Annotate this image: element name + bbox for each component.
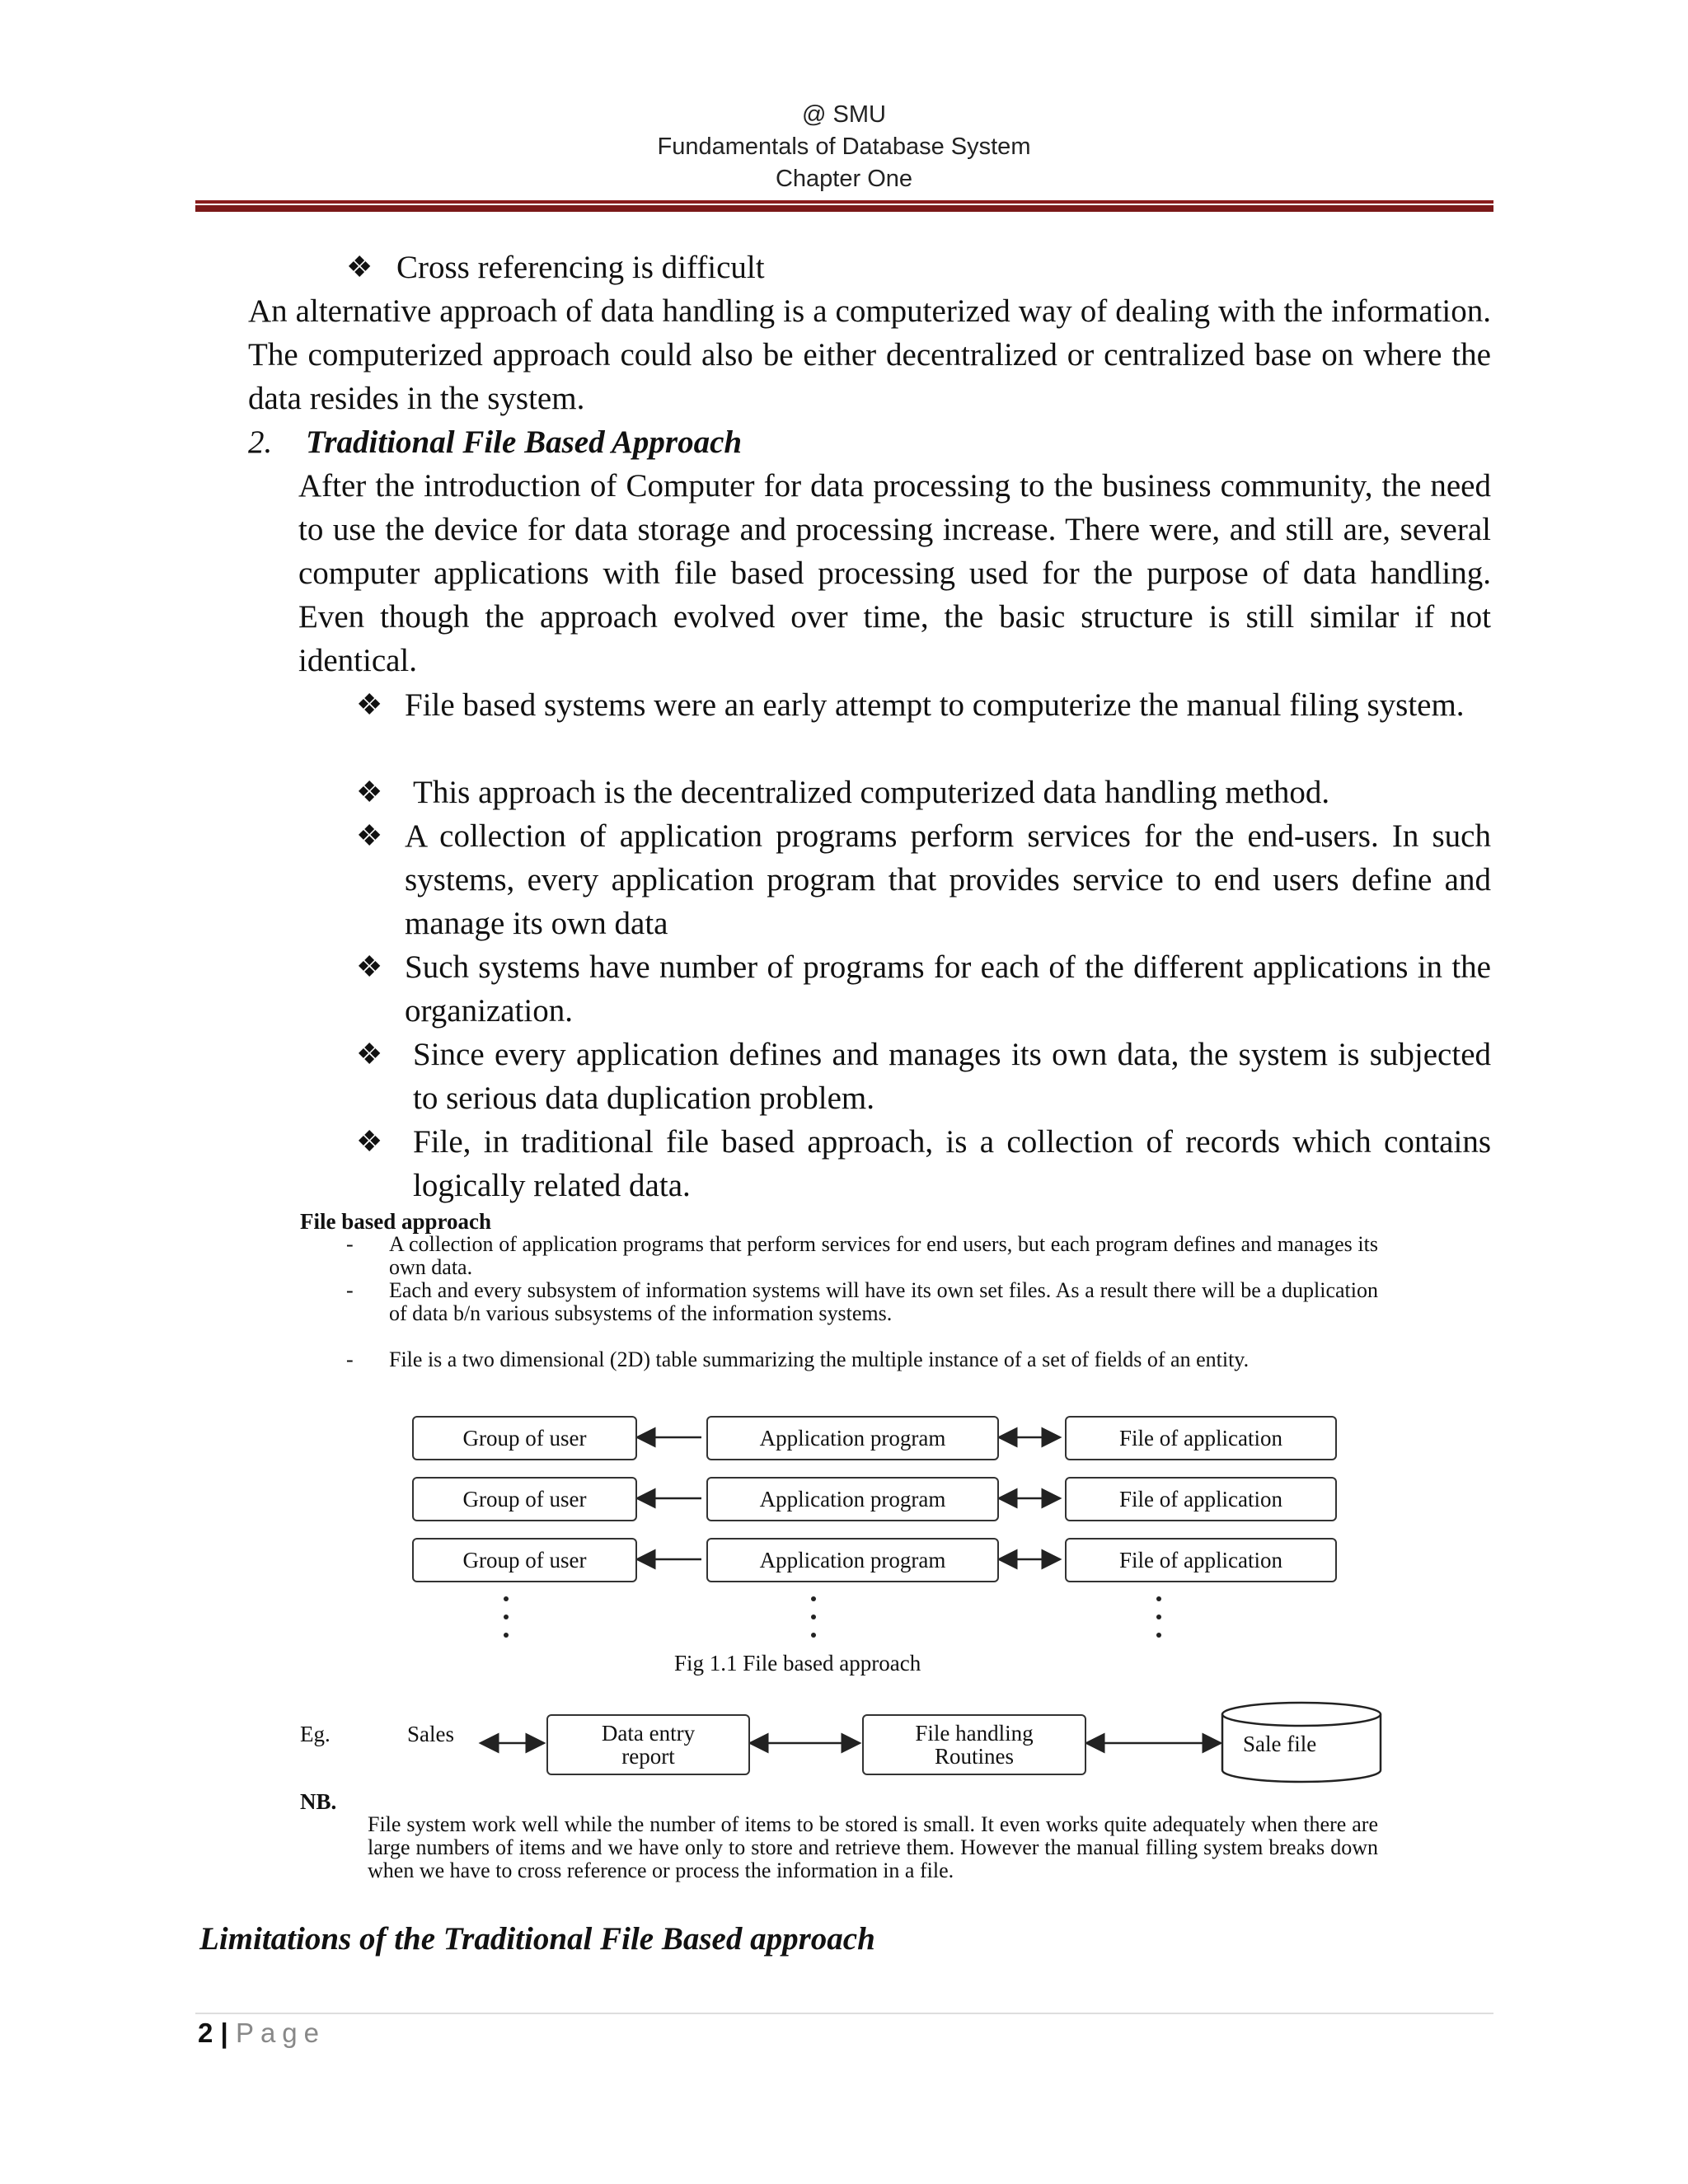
dash-bullet: -	[346, 1232, 354, 1256]
figure-point: Each and every subsystem of information systems will have its own set files. As a result there will be a duplication of data b/n various subsystems of the information systems.	[389, 1278, 1378, 1325]
application-program-box: Application program	[706, 1538, 999, 1582]
page-number: 2	[198, 2018, 213, 2048]
diamond-bullet-icon: ❖	[356, 688, 383, 721]
header-chapter: Chapter One	[775, 166, 913, 192]
group-of-user-box: Group of user	[412, 1477, 637, 1521]
dash-bullet: -	[346, 1347, 354, 1371]
continuation-dots	[504, 1596, 1161, 1638]
subheading-limitations: Limitations of the Traditional File Based approach	[199, 1921, 875, 1957]
nb-text: File system work well while the number of items to be stored is small. It even works quite adequately when there are large numbers of items and we have only to store and retrieve them. However the manual filling system breaks down when we have to cross reference or process the information in a file.	[368, 1812, 1378, 1882]
header-institution: @ SMU	[802, 101, 886, 128]
box-line: Routines	[934, 1744, 1014, 1769]
figure-point: File is a two dimensional (2D) table summarizing the multiple instance of a set of fields of an entity.	[389, 1347, 1250, 1371]
figure-caption: Fig 1.1 File based approach	[674, 1651, 921, 1675]
example-source: Sales	[407, 1722, 454, 1746]
page-word: Page	[235, 2018, 326, 2048]
application-program-box: Application program	[706, 1416, 999, 1460]
paragraph-alternative-approach: An alternative approach of data handling is a computerized way of dealing with the information. The computerized approach could also be either decentralized or centralized base on where the data resides in the system.	[248, 293, 1491, 416]
dash-bullet: -	[346, 1278, 354, 1302]
list-item: This approach is the decentralized computerized data handling method.	[413, 775, 1330, 810]
list-item: File based systems were an early attempt to computerize the manual filing system.	[405, 687, 1465, 723]
footer-rule	[195, 2013, 1493, 2014]
diamond-bullet-icon: ❖	[356, 819, 383, 852]
application-program-box: Application program	[706, 1477, 999, 1521]
diamond-bullet-icon: ❖	[356, 1038, 383, 1071]
example-label: Eg.	[300, 1722, 331, 1746]
box-line: File handling	[915, 1721, 1034, 1746]
list-item: A collection of application programs perform services for the end-users. In such systems, every application program that provides service to end users define and manage its own data	[405, 818, 1491, 941]
figure-heading: File based approach	[300, 1209, 492, 1234]
file-of-application-box: File of application	[1065, 1477, 1337, 1521]
section-title: Traditional File Based Approach	[306, 424, 743, 460]
box-line: report	[621, 1744, 675, 1769]
header-course: Fundamentals of Database System	[657, 134, 1031, 160]
paragraph-introduction: After the introduction of Computer for data processing to the business community, the need to use the device for data storage and processing increase. There were, and still are, several computer applications with file based processing used for the purpose of data handling. Even though the approach evolved over time, the basic structure is still similar if not identical.	[298, 468, 1491, 678]
page-footer	[198, 2018, 326, 2049]
list-item: Such systems have number of programs for each of the different applications in the organization.	[405, 949, 1491, 1029]
sale-file-label: Sale file	[1243, 1732, 1317, 1756]
box-line: Data entry	[601, 1721, 696, 1746]
group-of-user-box: Group of user	[412, 1538, 637, 1582]
data-entry-report-box	[546, 1714, 750, 1775]
diamond-bullet-icon: ❖	[356, 1125, 383, 1158]
file-of-application-box: File of application	[1065, 1538, 1337, 1582]
bullet-cross-referencing: Cross referencing is difficult	[396, 250, 765, 285]
page-separator: |	[220, 2018, 228, 2048]
list-item: File, in traditional file based approach, is a collection of records which contains logically related data.	[413, 1124, 1491, 1203]
diamond-bullet-icon: ❖	[346, 251, 373, 284]
figure-point: A collection of application programs that perform services for end users, but each program defines and manages its own data.	[389, 1232, 1378, 1279]
list-item: Since every application defines and manages its own data, the system is subjected to serious data duplication problem.	[413, 1037, 1491, 1116]
file-of-application-box: File of application	[1065, 1416, 1337, 1460]
diamond-bullet-icon: ❖	[356, 776, 383, 808]
diamond-bullet-icon: ❖	[356, 950, 383, 983]
section-number: 2.	[248, 424, 273, 460]
nb-label: NB.	[300, 1789, 337, 1814]
group-of-user-box: Group of user	[412, 1416, 637, 1460]
file-handling-routines-box	[862, 1714, 1086, 1775]
